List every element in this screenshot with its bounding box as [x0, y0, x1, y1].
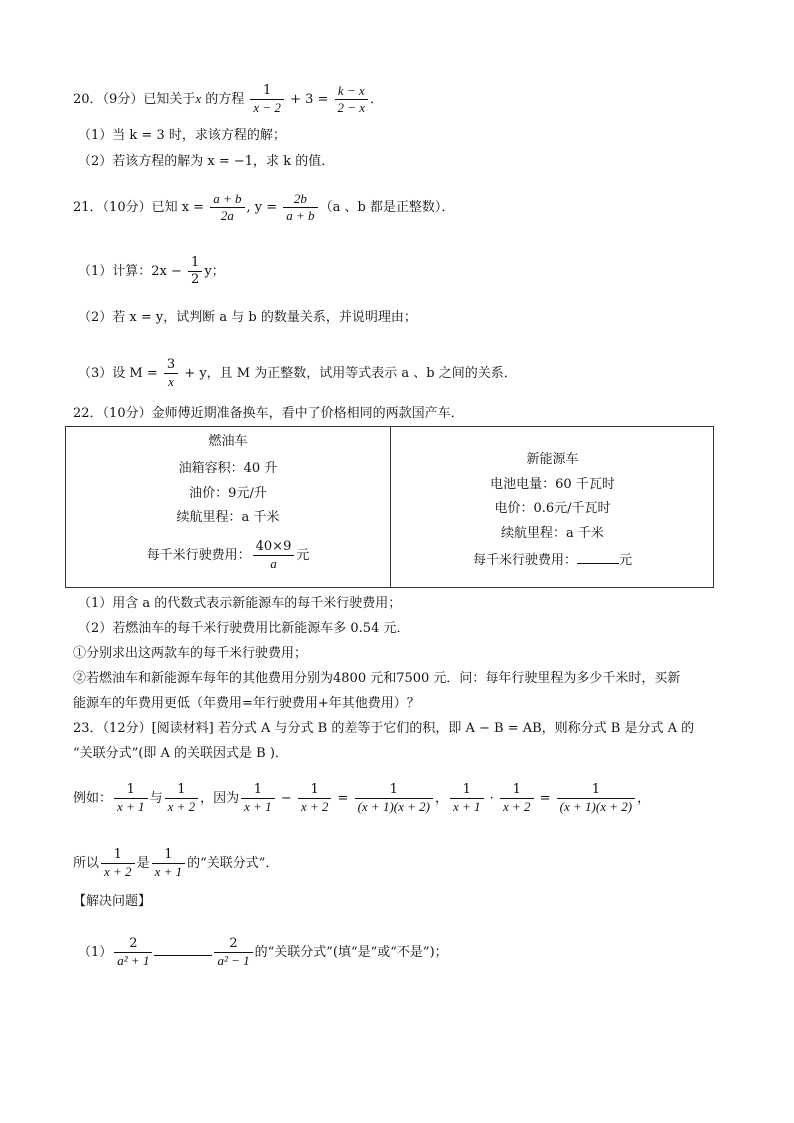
- ev-car-range: 续航里程：a 千米: [501, 526, 604, 541]
- q21-fraction-x: $\frac{a + b}{2a}$: [210, 191, 244, 224]
- frac-1-over-product: $\frac{1}{(x + 1)(x + 2)}$: [355, 782, 433, 815]
- frac-1-over-x1: $\frac{1}{x + 1}$: [114, 782, 148, 815]
- q21-part-2: （2）若 x = y，试判断 a 与 b 的数量关系，并说明理由；: [78, 310, 417, 325]
- frac-1-over-x2: $\frac{1}{x + 2}$: [165, 782, 199, 815]
- q20-stem: 20．（9分）已知关于x 的方程 $\frac{1}{x - 2}$ + 3 = $\frac{k - x}{2 - x}$ ．: [73, 83, 384, 115]
- answer-blank: [154, 941, 212, 956]
- q21-three-over-x: $\frac{3}{x}$: [164, 357, 178, 390]
- fuel-car-cost-per-km: 每千米行驶费用： $\frac{40\times 9}{a}$ 元: [146, 539, 310, 571]
- frac-1-over-x2: $\frac{1}{x + 2}$: [298, 782, 332, 815]
- ev-car-title: 新能源车: [526, 452, 579, 467]
- fuel-car-cell: [66, 427, 390, 587]
- q22-sub-2b: 能源车的年费用更低（年费用=年行驶费用+年其他费用）？: [73, 696, 420, 711]
- q23-conclusion: 所以 $\frac{1}{x + 2}$ 是 $\frac{1}{x + 1}$ 的“关联分式”．: [73, 847, 279, 879]
- ev-car-cell: [391, 427, 714, 587]
- q22-part-2: （2）若燃油车的每千米行驶费用比新能源车多 0.54 元．: [78, 621, 410, 636]
- fuel-car-range: 续航里程：a 千米: [176, 510, 280, 525]
- q22-part-1: （1）用含 a 的代数式表示新能源车的每千米行驶费用；: [78, 596, 402, 611]
- q22-sub-2a: ②若燃油车和新能源车每年的其他费用分别为4800 元和7500 元．问：每年行驶里程为多少千米时，买新: [73, 671, 681, 686]
- frac-2-over-a2minus1: $\frac{2}{\text{a² − 1}}$: [214, 936, 252, 969]
- frac-1-over-x1: $\frac{1}{x + 1}$: [152, 847, 186, 880]
- q22-stem: 22．（10分）金师傅近期准备换车，看中了价格相同的两款国产车．: [73, 406, 464, 421]
- battery-capacity: 电池电量：60 千瓦时: [490, 477, 615, 492]
- q20-fraction-2: $\frac{k - x}{2 - x}$: [335, 83, 369, 116]
- q20-part-2: （2）若该方程的解为 x = −1，求 k 的值．: [78, 154, 335, 169]
- frac-1-over-product: $\frac{1}{(x + 1)(x + 2)}$: [557, 782, 635, 815]
- q22-sub-1: ①分别求出这两款车的每千米行驶费用；: [73, 646, 308, 661]
- frac-1-over-x1: $\frac{1}{x + 1}$: [450, 782, 484, 815]
- ev-car-cost-per-km: 每千米行驶费用： 元: [391, 549, 714, 571]
- q23-example: 例如： $\frac{1}{x + 1}$ 与 $\frac{1}{x + 2}$ ，因为 $\frac{1}{x + 1}$ − $\frac{1}{x + 2}$ = $\frac{1}{(x + 1)(x + 2)}$ ， $\frac{1}{x + 1}$ · $\frac{1}{x + 2}$ = $\frac{1}{(x + 1)(x + 2)}$ ，: [73, 782, 651, 814]
- q23-reading-1: 23．（12分）[阅读材料] 若分式 A 与分式 B 的差等于它们的积，即 A − B = AB，则称分式 B 是分式 A 的: [73, 721, 695, 736]
- fuel-car-title: 燃油车: [208, 434, 248, 449]
- fuel-tank-capacity: 油箱容积：40 升: [178, 461, 278, 476]
- q23-reading-2: “关联分式”(即 A 的关联因式是 B )．: [73, 746, 288, 761]
- frac-1-over-x1: $\frac{1}{x + 1}$: [241, 782, 275, 815]
- frac-1-over-x2: $\frac{1}{x + 2}$: [500, 782, 534, 815]
- frac-2-over-a2plus1: $\frac{2}{\text{a² + 1}}$: [114, 936, 152, 969]
- fuel-cost-fraction: $\frac{40\times 9}{a}$: [253, 539, 295, 572]
- fuel-price: 油价：9元/升: [189, 486, 267, 501]
- q21-part-1: （1）计算：2x − $\frac{1}{2}$ y；: [78, 255, 225, 287]
- q23-part-1: （1） $\frac{2}{\text{a² + 1}}$ $\frac{2}{\text{a² − 1}}$ 的“关联分式”(填“是”或“不是”)；: [78, 936, 448, 968]
- answer-blank: [577, 549, 619, 564]
- electricity-price: 电价：0.6元/千瓦时: [494, 501, 611, 516]
- q21-fraction-y: $\frac{2b}{a + b}$: [283, 191, 317, 224]
- q21-part-3: （3）设 M = $\frac{3}{x}$ + y，且 M 为正整数，试用等式表示 a 、b 之间的关系．: [78, 357, 517, 389]
- car-comparison-table: [65, 426, 714, 588]
- q23-solve-heading: 【解决问题】: [73, 894, 152, 909]
- q20-part-1: （1）当 k = 3 时，求该方程的解；: [78, 128, 286, 143]
- q20-fraction-1: $\frac{1}{x - 2}$: [250, 83, 284, 116]
- q21-stem: 21．（10分）已知 x = $\frac{a + b}{2a}$ , y = $\frac{2b}{a + b}$ （a 、b 都是正整数）．: [73, 191, 455, 223]
- frac-1-over-x2: $\frac{1}{x + 2}$: [101, 847, 135, 880]
- q21-half: $\frac{1}{2}$: [188, 255, 202, 288]
